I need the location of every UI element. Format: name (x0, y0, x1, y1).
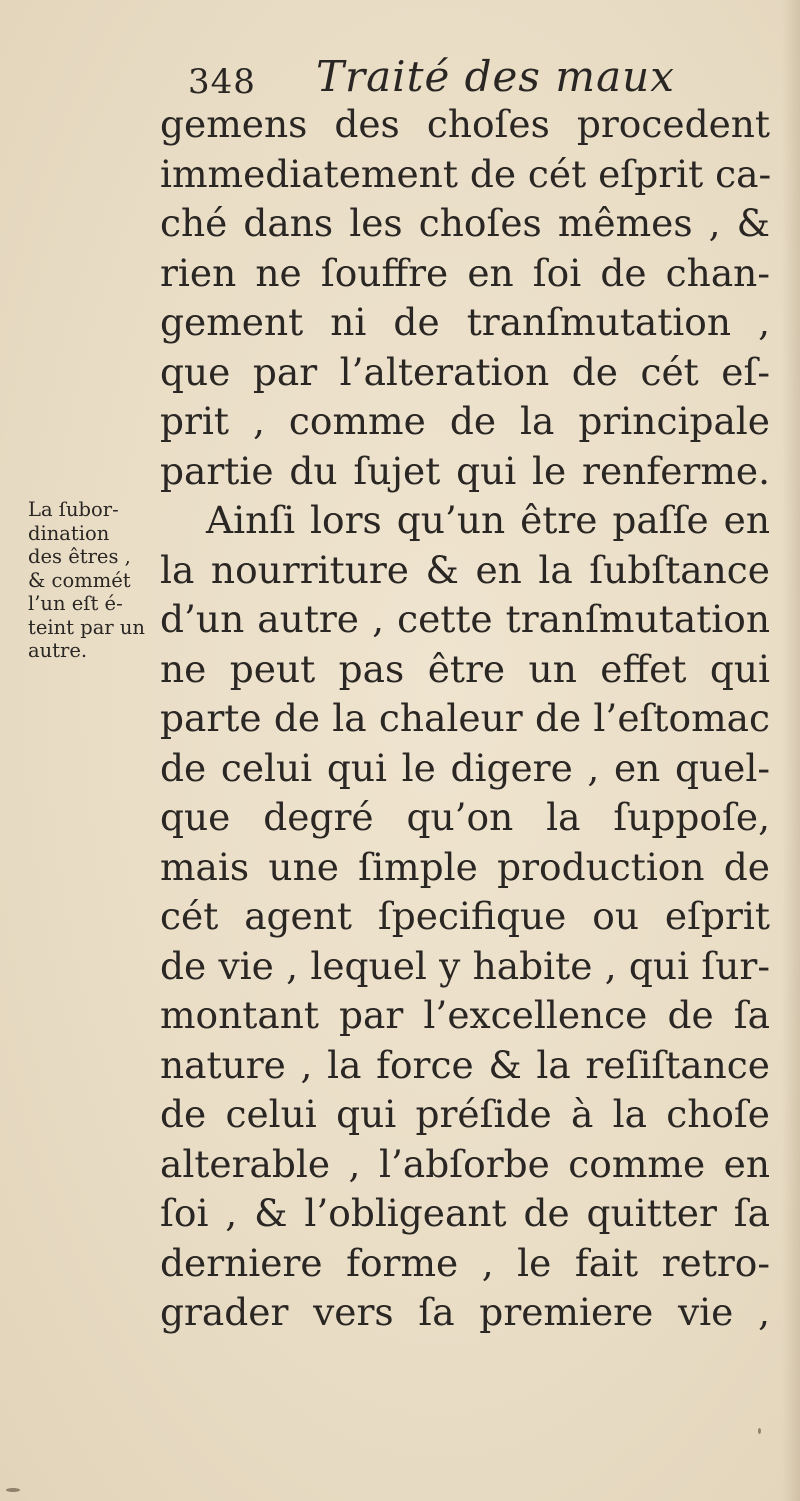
body-text (160, 100, 770, 1338)
text-line: mais une ſimple production de (160, 844, 770, 889)
text-line: alterable , l’abſorbe comme en (160, 1141, 770, 1186)
text-line: cét agent ſpecifique ou eſprit (160, 894, 770, 938)
text-line: la nourriture & en la ſubſtance (160, 547, 770, 592)
page-number: 348 (188, 62, 256, 102)
text-line: prit , comme de la principale (160, 399, 770, 443)
text-line: de celui qui préſide à la choſe (160, 1092, 770, 1136)
marginal-note-line: & commét (28, 568, 131, 592)
text-line: que degré qu’on la ſuppoſe, (160, 795, 770, 839)
paragraph-start-line: Ainſi lors qu’un être paſſe en (206, 498, 770, 542)
page-edge-shadow (782, 0, 800, 1501)
text-line: derniere forme , le fait retro- (160, 1240, 770, 1285)
text-line: ſoi , & l’obligeant de quitter ſa (160, 1191, 770, 1235)
marginal-note-line: La ſubor- (28, 498, 119, 521)
text-line: immediatement de cét eſprit ca- (160, 151, 772, 196)
paper-speck (6, 1488, 20, 1492)
text-line: grader vers ſa premiere vie , (160, 1290, 770, 1334)
text-line: nature , la force & la reſiſtance (160, 1042, 770, 1087)
text-line: d’un autre , cette tranſmutation (160, 597, 770, 641)
text-line: montant par l’excellence de ſa (160, 993, 770, 1037)
marginal-note-line: teint par un (28, 615, 145, 639)
text-line: gement ni de tranſmutation , (160, 300, 770, 344)
text-line: gemens des choſes procedent (160, 102, 770, 146)
marginal-note (28, 498, 158, 663)
text-line: de vie , lequel y habite , qui ſur- (160, 943, 770, 988)
text-line: partie du ſujet qui le renferme. (160, 448, 770, 493)
paper-speck (758, 1428, 761, 1434)
text-line: rien ne ſouffre en ſoi de chan- (160, 250, 770, 295)
text-line: de celui qui le digere , en quel- (160, 745, 770, 790)
text-line: parte de la chaleur de l’eſtomac (160, 696, 770, 740)
marginal-note-line: l’un eſt é- (28, 592, 123, 615)
marginal-note-line: des êtres , (28, 545, 131, 568)
marginal-note-line: autre. (28, 639, 88, 662)
marginal-note-line: dination (28, 521, 110, 545)
running-title: Traité des maux (316, 52, 675, 101)
text-line: ne peut pas être un effet qui (160, 646, 770, 691)
text-line: que par l’alteration de cét eſ- (160, 349, 770, 394)
text-line: ché dans les choſes mêmes , & (160, 201, 770, 245)
